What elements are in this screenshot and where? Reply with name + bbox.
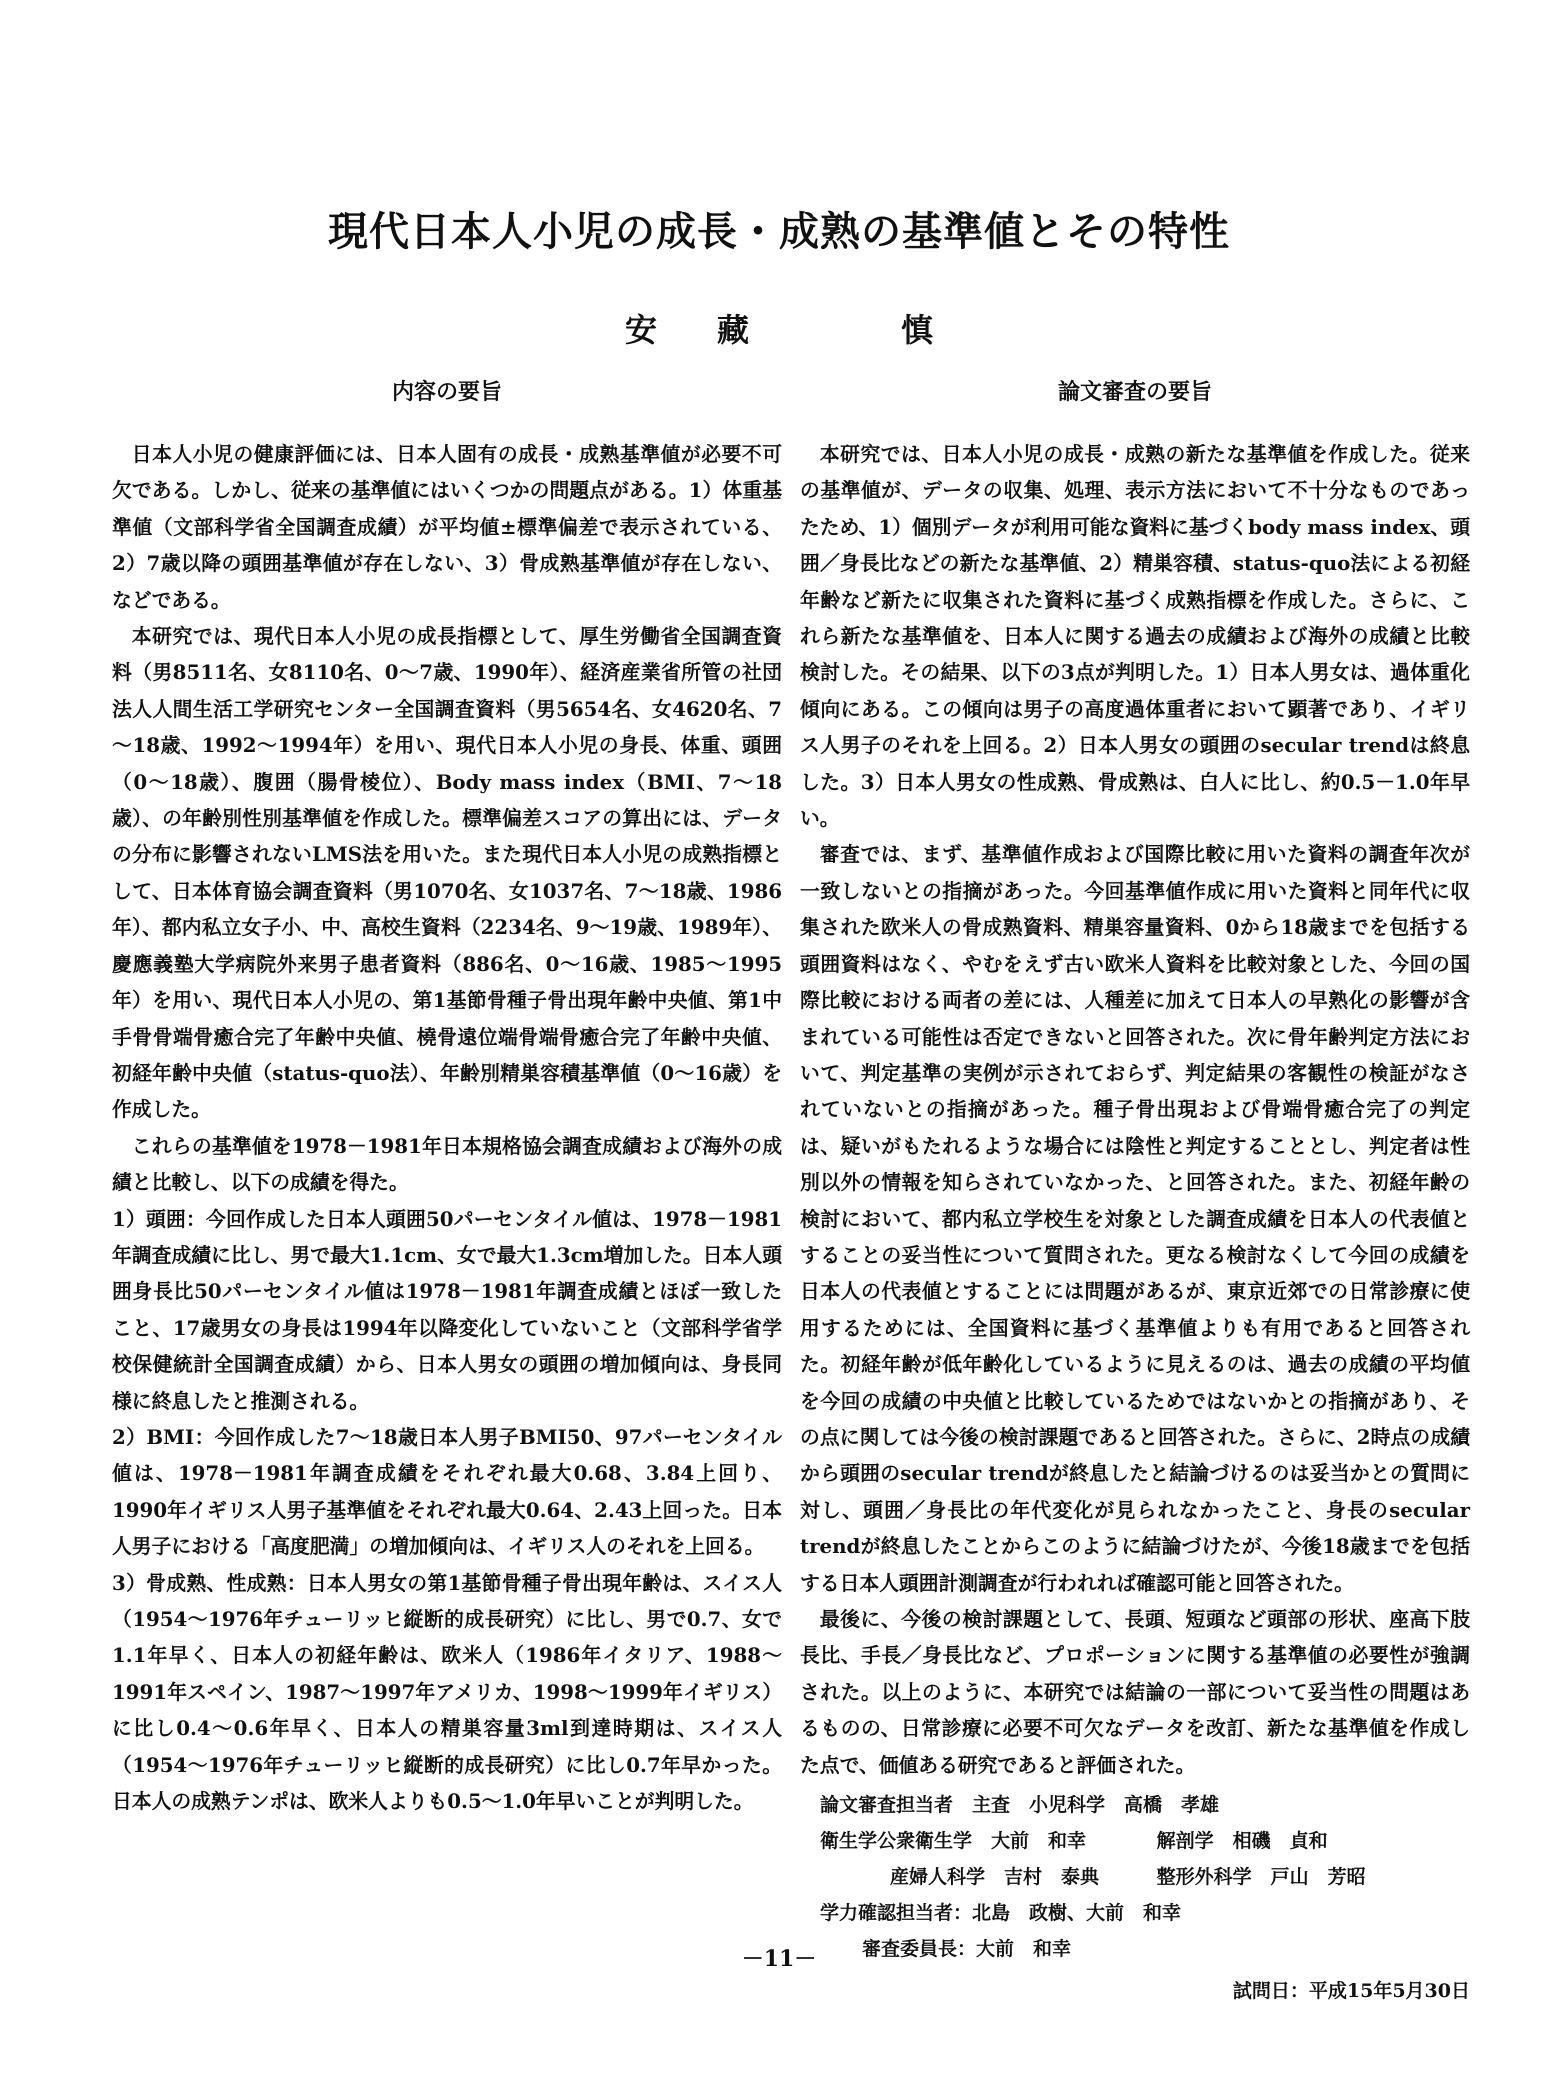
right-paragraph: 審査では、まず、基準値作成および国際比較に用いた資料の調査年次が一致しないとの指摘があった。今回基準値作成に用いた資料と同年代に収集された欧米人の骨成熟資料、精巣容量資料、0から18歳までを包括する頭囲資料はなく、やむをえず古い欧米人資料を比較対象とした、今回の国際比較における両者の差には、人種差に加えて日本人の早熟化の影響が含まれている可能性は否定できないと回答された。次に骨年齢判定方法において、判定基準の実例が示されておらず、判定結果の客観性の検証がなされていないとの指摘があった。種子骨出現および骨端骨癒合完了の判定は、疑いがもたれるような場合には陰性と判定することとし、判定者は性別以外の情報を知らされていなかった、と回答された。また、初経年齢の検討において、都内私立学校生を対象とした調査成績を日本人の代表値とすることの妥当性について質問された。更なる検討なくして今回の成績を日本人の代表値とすることには問題があるが、東京近郊での日常診療に使用するためには、全国資料に基づく基準値よりも有用であると回答された。初経年齢が低年齢化しているように見えるのは、過去の成績の平均値を今回の成績の中央値と比較しているためではないかとの指摘があり、その点に関しては今後の検討課題であると回答された。さらに、2時点の成績から頭囲のsecular trendが終息したと結論づけるのは妥当かとの質問に対し、頭囲／身長比の年代変化が見られなかったこと、身長のsecular trendが終息したことからこのように結論づけたが、今後18歳までを包括する日本人頭囲計測調査が行われれば確認可能と回答された。	[800, 842, 1470, 1595]
finding-head-circumference: 1）頭囲：今回作成した日本人頭囲50パーセンタイル値は、1978－1981年調査成績に比し、男で最大1.1cm、女で最大1.3cm増加した。日本人頭囲身長比50パーセンタイル値は1978－1981年調査成績とほぼ一致したこと、17歳男女の身長は1994年以降変化していないこと（文部科学省学校保健統計全国調査成績）から、日本人男女の頭囲の増加傾向は、身長同様に終息したと推測される。	[112, 1206, 782, 1413]
finding-maturation: 3）骨成熟、性成熟：日本人男女の第1基節骨種子骨出現年齢は、スイス人（1954～1976年チューリッヒ縦断的成長研究）に比し、男で0.7、女で1.1年早く、日本人の初経年齢は、欧米人（1986年イタリア、1988～1991年スペイン、1987～1997年アメリカ、1998～1999年イギリス）に比し0.4～0.6年早く、日本人の精巣容量3ml到達時期は、スイス人（1954～1976年チューリッヒ縦断的成長研究）に比し0.7年早かった。日本人の成熟テンポは、欧米人よりも0.5～1.0年早いことが判明した。	[112, 1570, 782, 1814]
committee-member: 衛生学公衆衛生学 大前 和幸	[820, 1830, 1087, 1853]
exam-date: 試問日：平成15年5月30日	[1232, 1980, 1470, 2003]
left-paragraph: これらの基準値を1978－1981年日本規格協会調査成績および海外の成績と比較し、以下の成績を得た。	[112, 1133, 782, 1195]
committee-member: 整形外科学 戸山 芳昭	[1156, 1866, 1366, 1889]
committee-head: 審査委員長：大前 和幸	[862, 1938, 1072, 1961]
committee-member-row	[800, 1823, 1470, 1859]
author-name: 安藏 慎	[624, 311, 993, 349]
committee-member: 解剖学 相磯 貞和	[1156, 1830, 1328, 1853]
finding-bmi: 2）BMI：今回作成した7～18歳日本人男子BMI50、97パーセンタイル値は、1978－1981年調査成績をそれぞれ最大0.68、3.84上回り、1990年イギリス人男子基準値をそれぞれ最大0.64、2.43上回った。日本人男子における「高度肥満」の増加傾向は、イギリス人のそれを上回る。	[112, 1424, 782, 1559]
review-committee	[800, 1787, 1470, 1967]
academic-confirmation: 学力確認担当者：北島 政樹、大前 和幸	[820, 1902, 1182, 1925]
academic-confirmation-row	[800, 1895, 1470, 1931]
right-column-heading: 論文審査の要旨	[1057, 380, 1212, 405]
right-column	[800, 375, 1470, 2009]
committee-chair-row	[800, 1787, 1470, 1823]
page-title: 現代日本人小児の成長・成熟の基準値とその特性	[328, 208, 1230, 255]
right-paragraph: 最後に、今後の検討課題として、長頭、短頭など頭部の形状、座高下肢長比、手長／身長比など、プロポーションに関する基準値の必要性が強調された。以上のように、本研究では結論の一部について妥当性の問題はあるものの、日常診療に必要不可欠なデータを改訂、新たな基準値を作成した点で、価値ある研究であると評価された。	[800, 1607, 1470, 1777]
left-column-heading: 内容の要旨	[391, 380, 502, 405]
committee-chair: 論文審査担当者 主査 小児科学 高橋 孝雄	[820, 1794, 1220, 1817]
right-paragraph: 本研究では、日本人小児の成長・成熟の新たな基準値を作成した。従来の基準値が、データの収集、処理、表示方法において不十分なものであったため、1）個別データが利用可能な資料に基づくbody mass index、頭囲／身長比などの新たな基準値、2）精巣容積、status-quo法による初経年齢など新たに収集された資料に基づく成熟指標を作成した。さらに、これら新たな基準値を、日本人に関する過去の成績および海外の成績と比較検討した。その結果、以下の3点が判明した。1）日本人男女は、過体重化傾向にある。この傾向は男子の高度過体重者において顕著であり、イギリス人男子のそれを上回る。2）日本人男女の頭囲のsecular trendは終息した。3）日本人男女の性成熟、骨成熟は、白人に比し、約0.5－1.0年早い。	[800, 442, 1470, 831]
left-column	[112, 375, 782, 1819]
committee-member: 産婦人科学 吉村 泰典	[890, 1866, 1100, 1889]
page-number: －11－	[741, 1946, 817, 1972]
left-paragraph: 日本人小児の健康評価には、日本人固有の成長・成熟基準値が必要不可欠である。しかし、従来の基準値にはいくつかの問題点がある。1）体重基準値（文部科学省全国調査成績）が平均値±標準偏差で表示されている、2）7歳以降の頭囲基準値が存在しない、3）骨成熟基準値が存在しない、などである。	[112, 442, 782, 612]
left-paragraph: 本研究では、現代日本人小児の成長指標として、厚生労働省全国調査資料（男8511名、女8110名、0～7歳、1990年）、経済産業省所管の社団法人人間生活工学研究センター全国調査資料（男5654名、女4620名、7～18歳、1992～1994年）を用い、現代日本人小児の身長、体重、頭囲（0～18歳）、腹囲（腸骨棱位）、Body mass index（BMI、7～18歳）、の年齢別性別基準値を作成した。標準偏差スコアの算出には、データの分布に影響されないLMS法を用いた。また現代日本人小児の成熟指標として、日本体育協会調査資料（男1070名、女1037名、7～18歳、1986年）、都内私立女子小、中、高校生資料（2234名、9～19歳、1989年）、慶應義塾大学病院外来男子患者資料（886名、0～16歳、1985～1995年）を用い、現代日本人小児の、第1基節骨種子骨出現年齢中央値、第1中手骨骨端骨癒合完了年齢中央値、橈骨遠位端骨端骨癒合完了年齢中央値、初経年齢中央値（status-quo法）、年齢別精巣容積基準値（0～16歳）を作成した。	[112, 624, 782, 1122]
committee-member-row	[800, 1859, 1470, 1895]
